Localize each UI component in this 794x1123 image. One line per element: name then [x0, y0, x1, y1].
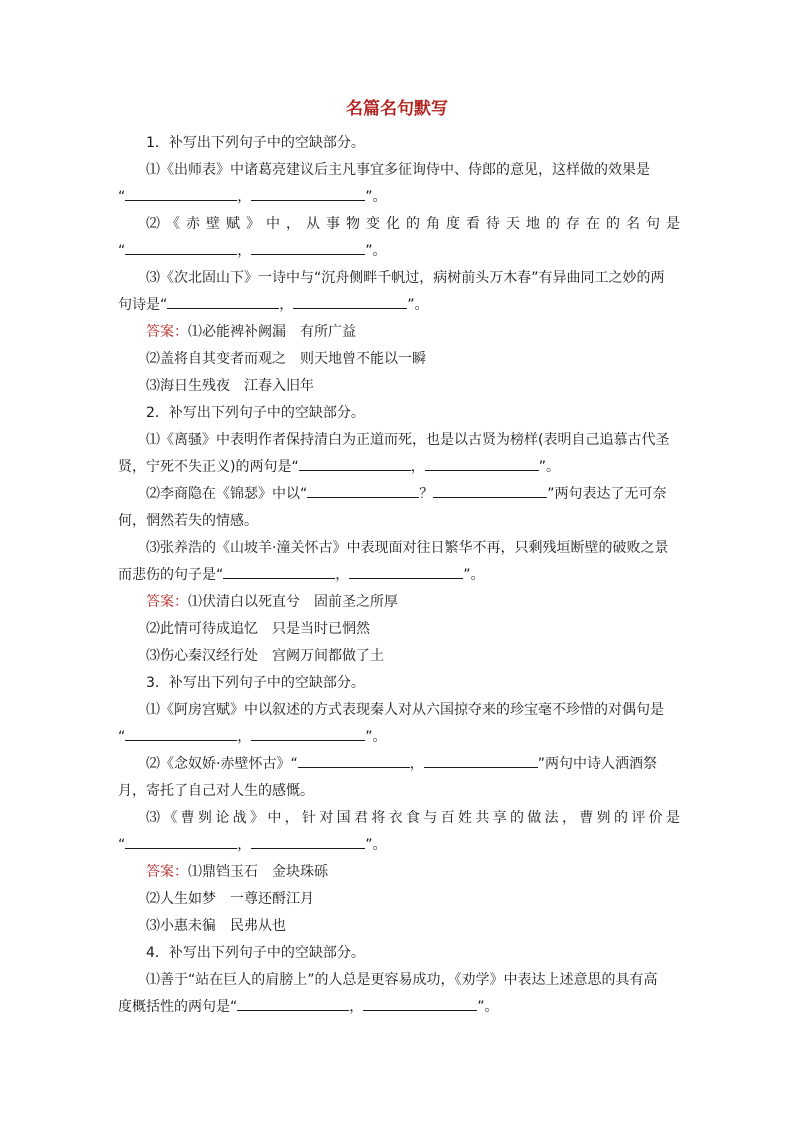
- comma: ，: [237, 189, 252, 205]
- quote-open: “: [118, 729, 126, 745]
- fill-blank[interactable]: [125, 239, 237, 255]
- q3-item-3-blanks: [118, 832, 680, 859]
- fill-blank[interactable]: [424, 752, 538, 768]
- fill-blank[interactable]: [251, 185, 365, 201]
- quote-close: ”。: [407, 297, 429, 313]
- comma: ，: [279, 297, 294, 313]
- q2-answer-2: ⑵此情可待成追忆 只是当时已惘然: [146, 621, 370, 637]
- fill-blank[interactable]: [223, 563, 335, 579]
- q3-item-2-cont: ”两句中诗人洒酒祭: [537, 756, 657, 772]
- q2-item-3-cont: 而悲伤的句子是“: [118, 567, 224, 583]
- comma: ，: [409, 756, 424, 772]
- question-mark: ？: [419, 486, 434, 502]
- answer-text: ⑴伏清白以死直兮 固前圣之所厚: [188, 594, 398, 610]
- question-1-heading: 1．补写出下列句子中的空缺部分。: [146, 135, 365, 151]
- fill-blank[interactable]: [363, 995, 477, 1011]
- q1-item-2-blanks: [118, 238, 680, 265]
- fill-blank[interactable]: [307, 482, 419, 498]
- q2-item-2-text: ⑵李商隐在《锦瑟》中以“: [146, 486, 308, 502]
- question-2-heading: 2．补写出下列句子中的空缺部分。: [146, 405, 365, 421]
- q3-item-3: ⑶《曹刿论战》中，针对国君将衣食与百姓共享的做法，曹刿的评价是: [146, 810, 680, 826]
- quote-open: “: [118, 243, 126, 259]
- fill-blank[interactable]: [425, 455, 539, 471]
- q1-answer-3: ⑶海日生残夜 江春入旧年: [146, 378, 314, 394]
- quote-close: ”。: [365, 837, 387, 853]
- q1-item-3: ⑶《次北固山下》一诗中与“沉舟侧畔千帆过，病树前头万木春”有异曲同工之妙的两: [146, 270, 665, 286]
- quote-open: “: [118, 189, 126, 205]
- answer-label: 答案：: [146, 864, 188, 880]
- answer-text: ⑴必能裨补阙漏 有所广益: [188, 324, 356, 340]
- q3-item-2-text: ⑵《念奴娇·赤壁怀古》“: [146, 756, 298, 772]
- fill-blank[interactable]: [298, 752, 410, 768]
- q1-item-3-blanks: [118, 292, 680, 319]
- q3-item-2-end: 月，寄托了自己对人生的感慨。: [118, 783, 314, 799]
- fill-blank[interactable]: [167, 293, 279, 309]
- q1-item-2: ⑵《赤壁赋》中，从事物变化的角度看待天地的存在的名句是: [146, 216, 680, 232]
- quote-close: ”。: [538, 459, 560, 475]
- fill-blank[interactable]: [349, 563, 463, 579]
- page-title: 名篇名句默写: [346, 99, 448, 119]
- fill-blank[interactable]: [251, 833, 365, 849]
- q3-answer-3: ⑶小惠未徧 民弗从也: [146, 918, 286, 934]
- q3-answer-1: [118, 859, 680, 886]
- q1-item-1: ⑴《出师表》中诸葛亮建议后主凡事宜多征询侍中、侍郎的意见，这样做的效果是: [146, 162, 650, 178]
- quote-close: ”。: [365, 729, 387, 745]
- comma: ，: [335, 567, 350, 583]
- answer-label: 答案：: [146, 594, 188, 610]
- q3-answer-2: ⑵人生如梦 一尊还酹江月: [146, 891, 314, 907]
- comma: ，: [349, 999, 364, 1015]
- q4-item-1-cont: 度概括性的两句是“: [118, 999, 238, 1015]
- q2-item-1-cont: 贤，宁死不失正义)的两句是“: [118, 459, 299, 475]
- fill-blank[interactable]: [433, 482, 547, 498]
- q2-answer-3: ⑶伤心秦汉经行处 宫阙万间都做了土: [146, 648, 384, 664]
- answer-label: 答案：: [146, 324, 188, 340]
- fill-blank[interactable]: [299, 455, 411, 471]
- q3-item-1-blanks: [118, 724, 680, 751]
- quote-close: ”。: [477, 999, 499, 1015]
- comma: ，: [237, 729, 252, 745]
- q2-item-2-cont: ”两句表达了无可奈: [547, 486, 667, 502]
- q2-item-2: [118, 481, 680, 508]
- q2-item-2-end: 何，惘然若失的情感。: [118, 513, 258, 529]
- q3-item-1: ⑴《阿房宫赋》中以叙述的方式表现秦人对从六国掠夺来的珍宝毫不珍惜的对偶句是: [146, 702, 664, 718]
- comma: ，: [410, 459, 425, 475]
- fill-blank[interactable]: [293, 293, 407, 309]
- quote-close: ”。: [365, 243, 387, 259]
- q1-answer-2: ⑵盖将自其变者而观之 则天地曾不能以一瞬: [146, 351, 426, 367]
- q1-answer-1: [118, 319, 680, 346]
- quote-close: ”。: [365, 189, 387, 205]
- quote-close: ”。: [463, 567, 485, 583]
- document-body: [118, 130, 680, 1021]
- question-4-heading: 4．补写出下列句子中的空缺部分。: [146, 945, 365, 961]
- q2-item-1: ⑴《离骚》中表明作者保持清白为正道而死，也是以古贤为榜样(表明自己追慕古代圣: [146, 432, 670, 448]
- fill-blank[interactable]: [125, 725, 237, 741]
- q3-item-2: [118, 751, 680, 778]
- comma: ，: [237, 243, 252, 259]
- fill-blank[interactable]: [125, 185, 237, 201]
- q2-item-3: ⑶张养浩的《山坡羊·潼关怀古》中表现面对往日繁华不再，只剩残垣断壁的破败之景: [146, 540, 669, 556]
- fill-blank[interactable]: [125, 833, 237, 849]
- fill-blank[interactable]: [237, 995, 349, 1011]
- comma: ，: [237, 837, 252, 853]
- q4-item-1-blanks: [118, 994, 680, 1021]
- q2-answer-1: [118, 589, 680, 616]
- q4-item-1: ⑴善于“站在巨人的肩膀上”的人总是更容易成功，《劝学》中表达上述意思的具有高: [146, 972, 658, 988]
- quote-open: “: [118, 837, 126, 853]
- fill-blank[interactable]: [251, 239, 365, 255]
- q2-item-3-blanks: [118, 562, 680, 589]
- fill-blank[interactable]: [251, 725, 365, 741]
- question-3-heading: 3．补写出下列句子中的空缺部分。: [146, 675, 365, 691]
- answer-text: ⑴鼎铛玉石 金块珠砾: [188, 864, 328, 880]
- q1-item-3-cont: 句诗是“: [118, 297, 168, 313]
- q1-item-1-blanks: [118, 184, 680, 211]
- q2-item-1-blanks: [118, 454, 680, 481]
